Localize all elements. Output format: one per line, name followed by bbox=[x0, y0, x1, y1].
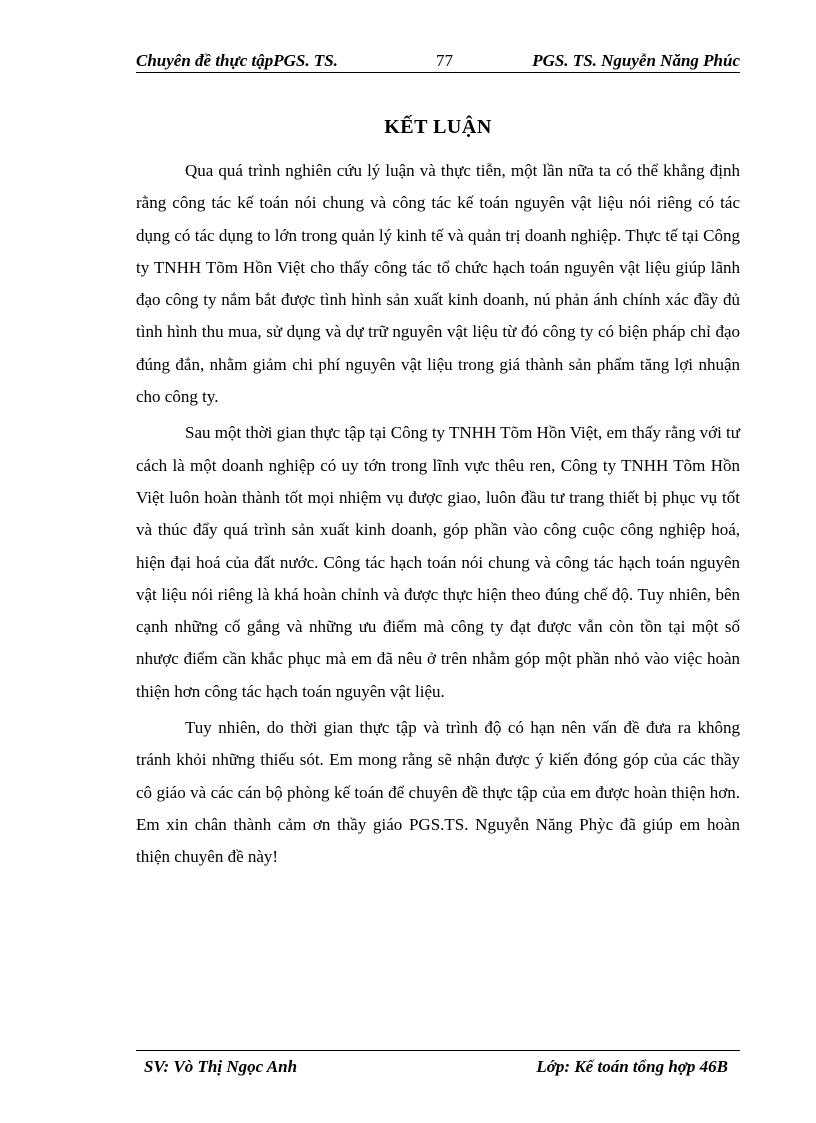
page-header bbox=[136, 49, 740, 73]
footer-student: SV: Vò Thị Ngọc Anh bbox=[144, 1057, 298, 1076]
header-document-title: Chuyên đề thực tậpPGS. TS. bbox=[136, 51, 338, 70]
page-footer bbox=[136, 1055, 740, 1079]
footer-class: Lớp: Kế toán tổng hợp 46B bbox=[536, 1057, 728, 1076]
header-supervisor: PGS. TS. Nguyễn Năng Phúc bbox=[532, 51, 740, 70]
paragraph-2: Sau một thời gian thực tập tại Công ty TNHH Tõm Hồn Việt, em thấy rằng với tư cách là một doanh nghiệp có uy tớn trong lĩnh vực thêu ren, Công ty TNHH Tõm Hồn Việt luôn hoàn thành tốt mọi nhiệm vụ được giao, luôn đầu tư trang thiết bị phục vụ tốt và thúc đẩy quá trình sản xuất kinh doanh, góp phần vào công cuộc công nghiệp hoá, hiện đại hoá của đất nước. Công tác hạch toán nói chung và công tác hạch toán nguyên vật liệu nói riêng là khá hoàn chỉnh và được thực hiện theo đúng chế độ. Tuy nhiên, bên cạnh những cố gắng và những ưu điểm mà công ty đạt được vẫn còn tồn tại một số nhược điểm cần khắc phục mà em đã nêu ở trên nhằm góp một phần nhỏ vào việc hoàn thiện hơn công tác hạch toán nguyên vật liệu. bbox=[136, 423, 740, 701]
paragraph-1: Qua quá trình nghiên cứu lý luận và thực tiễn, một lần nữa ta có thể khẳng định rằng công tác kế toán nói chung và công tác kế toán nguyên vật liệu nói riêng có tác dụng có tác dụng to lớn trong quản lý kinh tế và quản trị doanh nghiệp. Thực tế tại Công ty TNHH Tõm Hồn Việt cho thấy công tác tổ chức hạch toán nguyên vật liệu giúp lãnh đạo công ty nắm bắt được tình hình sản xuất kinh doanh, nú phản ánh chính xác đầy đủ tình hình thu mua, sử dụng và dự trữ nguyên vật liệu từ đó công ty có biện pháp chỉ đạo đúng đắn, nhằm giảm chi phí nguyên vật liệu trong giá thành sản phẩm tăng lợi nhuận cho công ty. bbox=[136, 161, 740, 407]
footer-divider bbox=[136, 1050, 740, 1051]
paragraph-3: Tuy nhiên, do thời gian thực tập và trình độ có hạn nên vấn đề đưa ra không tránh khỏi những thiếu sót. Em mong rằng sẽ nhận được ý kiến đóng góp của các thầy cô giáo và các cán bộ phòng kế toán để chuyên đề thực tập của em được hoàn thiện hơn. Em xin chân thành cảm ơn thầy giáo PGS.TS. Nguyễn Năng Phỳc đã giúp em hoàn thiện chuyên đề này! bbox=[136, 718, 740, 867]
header-divider bbox=[136, 72, 740, 73]
body-text bbox=[136, 155, 740, 878]
page-number: 77 bbox=[436, 51, 453, 70]
section-title: KẾT LUẬN bbox=[384, 116, 492, 138]
